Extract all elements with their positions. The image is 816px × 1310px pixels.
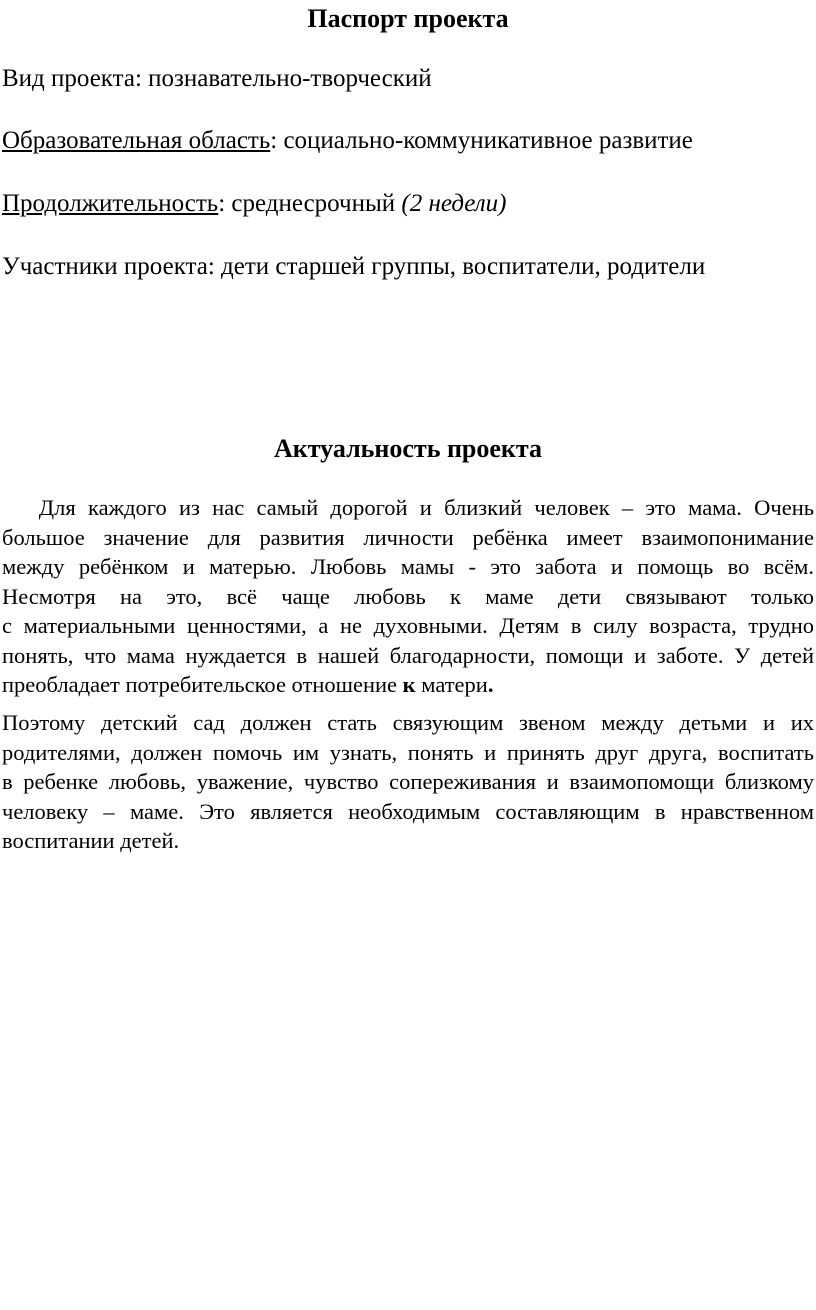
educational-area-label: Образовательная область bbox=[2, 127, 271, 154]
paragraph-line: большое значение для развития личности ребёнка имеет взаимопонимание bbox=[2, 524, 814, 550]
paragraph-line-text: преобладает потребительское отношение bbox=[2, 672, 403, 697]
project-type: Вид проекта: познавательно-творческий bbox=[2, 65, 432, 92]
paragraph-line bbox=[2, 670, 814, 700]
paragraph-line: понять, что мама нуждается в нашей благодарности, помощи и заботе. У детей bbox=[2, 642, 814, 668]
educational-area-value: : социально-коммуникативное развитие bbox=[270, 127, 693, 154]
relevance-paragraph-1 bbox=[2, 493, 814, 700]
relevance-title: Актуальность проекта bbox=[274, 434, 542, 463]
passport-title: Паспорт проекта bbox=[307, 4, 509, 33]
paragraph-bold-period: . bbox=[487, 672, 494, 697]
paragraph-line: между ребёнком и матерью. Любовь мамы - это забота и помощь во всём. bbox=[2, 554, 814, 579]
paragraph-line: родителями, должен помочь им узнать, понять и принять друг друга, воспитать bbox=[2, 739, 814, 765]
paragraph-line: в ребенке любовь, уважение, чувство сопереживания и взаимопомощи близкому bbox=[2, 769, 814, 794]
paragraph-line: Для каждого из нас самый дорогой и близкий человек – это мама. Очень bbox=[2, 495, 814, 520]
educational-area bbox=[2, 126, 693, 156]
duration-value: : среднесрочный bbox=[218, 190, 402, 217]
participants: Участники проекта: дети старшей группы, воспитатели, родители bbox=[2, 253, 706, 280]
paragraph-bold-word: к bbox=[402, 672, 416, 697]
paragraph-line: воспитании детей. bbox=[2, 828, 180, 853]
paragraph-line: с материальными ценностями, а не духовными. Детям в силу возраста, трудно bbox=[2, 613, 814, 638]
relevance-paragraph-2 bbox=[2, 708, 814, 856]
paragraph-line: Поэтому детский сад должен стать связующим звеном между детьми и их bbox=[2, 710, 814, 735]
paragraph-line-text: матери bbox=[415, 672, 488, 697]
paragraph-line: Несмотря на это, всё чаще любовь к маме дети связывают только bbox=[2, 583, 814, 609]
paragraph-line: человеку – маме. Это является необходимым составляющим в нравственном bbox=[2, 798, 814, 824]
duration-label: Продолжительность bbox=[2, 190, 219, 217]
duration bbox=[2, 189, 507, 219]
duration-note: (2 недели) bbox=[401, 190, 507, 217]
